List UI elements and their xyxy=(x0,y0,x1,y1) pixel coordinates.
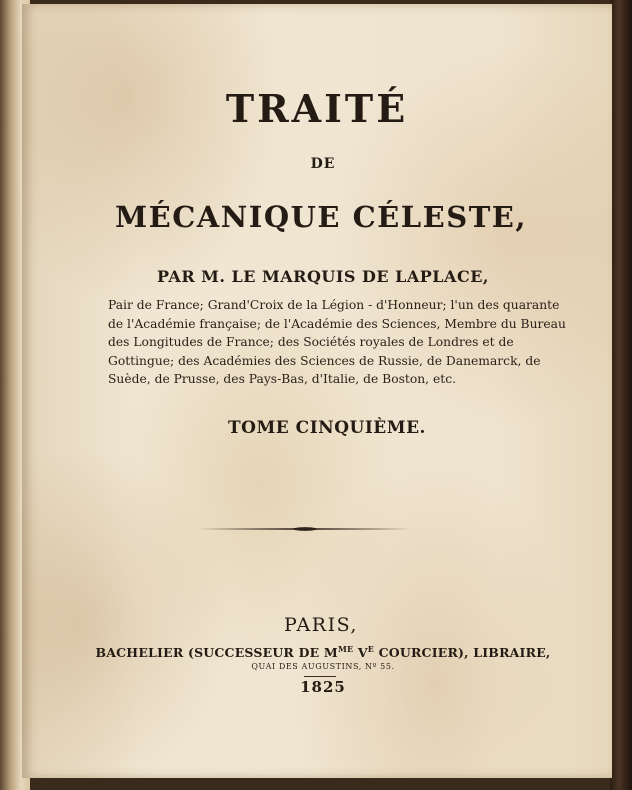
publisher-text: BACHELIER (SUCCESSEUR DE M xyxy=(95,645,338,661)
author-line: PAR M. LE MARQUIS DE LAPLACE, xyxy=(157,267,489,286)
author-titles-line: des Longitudes de France; des Sociétés royales de Londres et de xyxy=(108,335,514,349)
volume-label: TOME CINQUIÈME. xyxy=(228,418,426,438)
title-connector: DE xyxy=(310,156,336,172)
publisher-sup: E xyxy=(367,644,375,654)
publisher-line xyxy=(28,644,618,660)
publisher-text: COURCIER), LIBRAIRE, xyxy=(374,645,551,661)
author-titles-line: Gottingue; des Académies des Sciences de Russie, de Danemarck, de xyxy=(108,353,541,368)
publisher-address: QUAI DES AUGUSTINS, Nº 55. xyxy=(251,662,395,671)
publisher-text: V xyxy=(353,645,368,661)
author-titles-line: de l'Académie française; de l'Académie des Sciences, Membre du Bureau xyxy=(108,316,566,331)
book-title: TRAITÉ xyxy=(225,86,409,131)
book-subtitle: MÉCANIQUE CÉLESTE, xyxy=(114,200,527,234)
ornamental-rule xyxy=(198,526,412,532)
title-page xyxy=(22,4,612,778)
author-titles-line: Suède, de Prusse, des Pays-Bas, d'Italie, de Boston, etc. xyxy=(108,372,457,386)
divider xyxy=(304,676,336,677)
wooden-background xyxy=(610,0,632,790)
publisher-sup: ME xyxy=(337,644,354,654)
publication-city: PARIS, xyxy=(284,614,358,636)
publication-year: 1825 xyxy=(300,678,346,696)
author-titles-line: Pair de France; Grand'Croix de la Légion - d'Honneur; l'un des quarante xyxy=(108,298,560,312)
author-titles xyxy=(108,296,586,389)
